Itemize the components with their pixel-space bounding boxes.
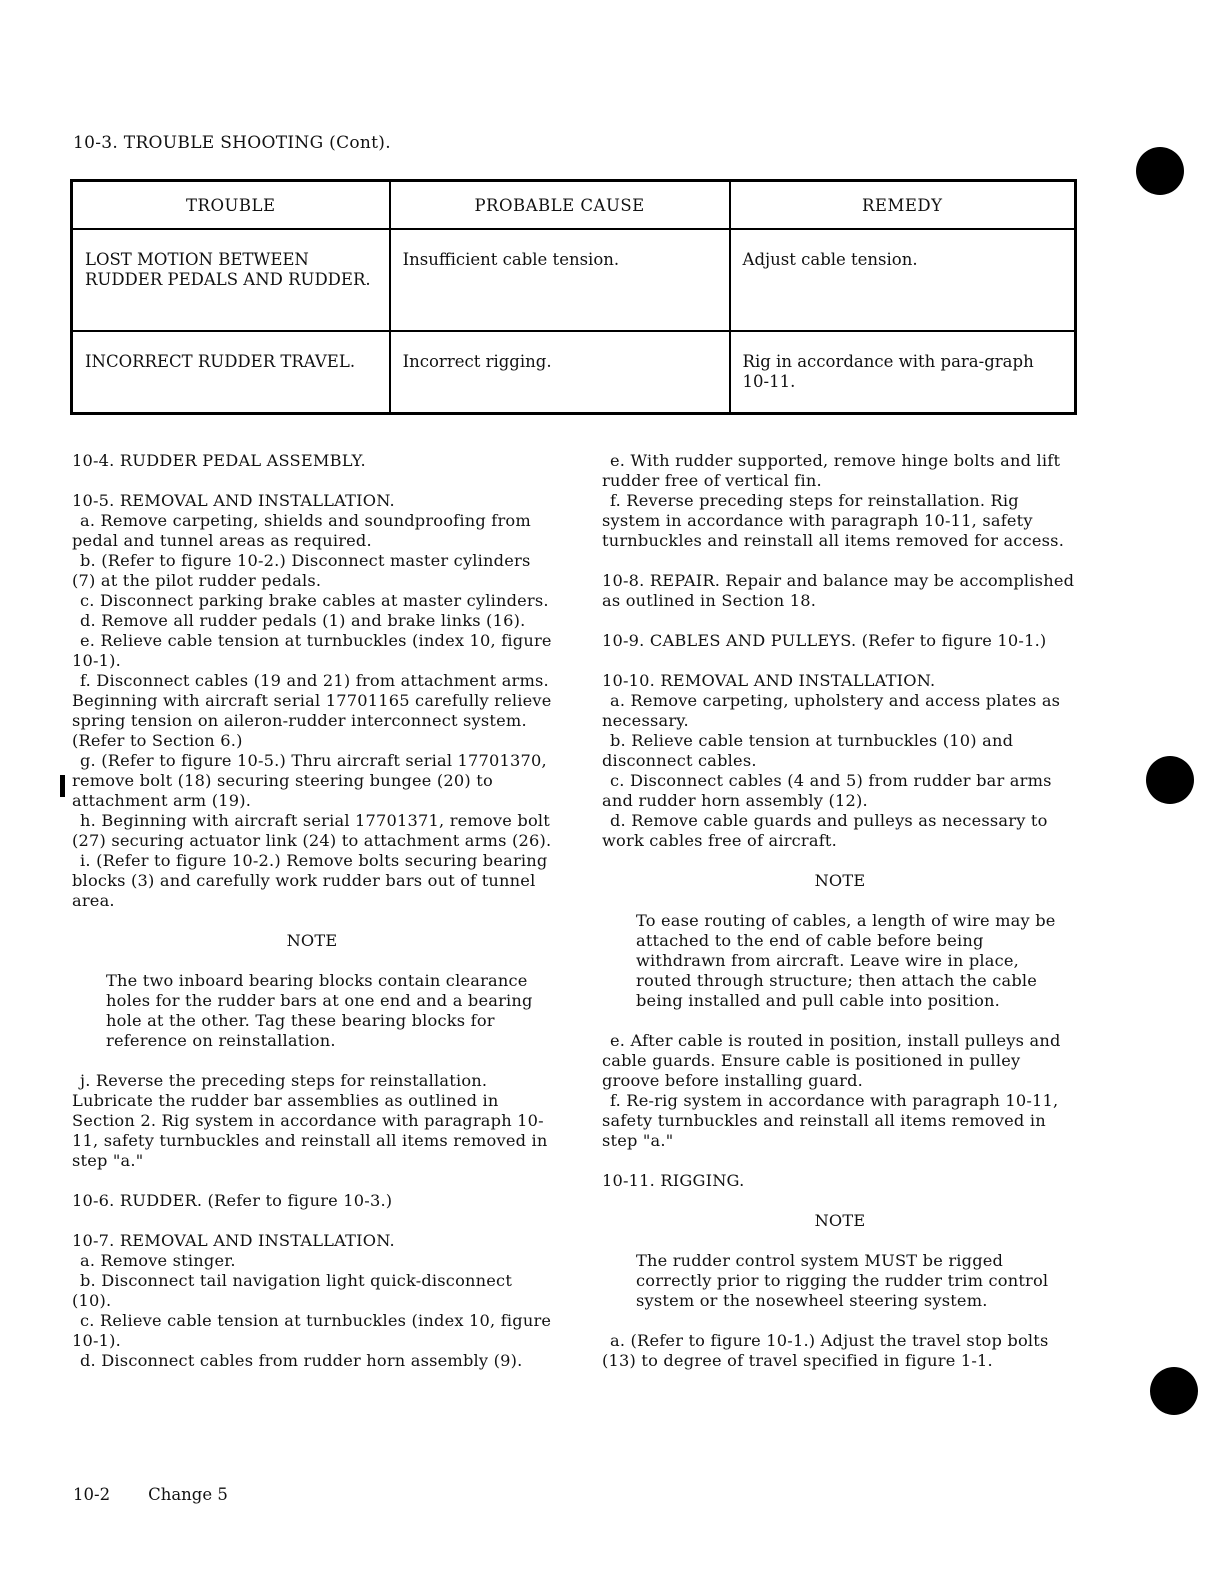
paragraph-heading: 10-8. REPAIR. Repair and balance may be accomplished as outlined in Section 18. (602, 571, 1075, 610)
paragraph-heading: 10-7. REMOVAL AND INSTALLATION. (72, 1231, 395, 1250)
procedure-step: g. (Refer to figure 10-5.) Thru aircraft serial 17701370, remove bolt (18) securing steering bungee (20) to attachment arm (19). (72, 751, 547, 810)
procedure-step: h. Beginning with aircraft serial 17701371, remove bolt (27) securing actuator link (24) to attachment arms (26). (72, 811, 552, 850)
section-header: 10-3. TROUBLE SHOOTING (Cont). (73, 133, 391, 153)
binder-hole-icon (1150, 1367, 1198, 1415)
paragraph-heading: 10-10. REMOVAL AND INSTALLATION. (602, 671, 936, 690)
procedure-step: e. Relieve cable tension at turnbuckles (index 10, figure 10-1). (72, 631, 552, 670)
table-row (72, 229, 1076, 331)
paragraph-heading: 10-6. RUDDER. (Refer to figure 10-3.) (72, 1191, 393, 1210)
left-column (72, 451, 552, 1371)
procedure-step: f. Disconnect cables (19 and 21) from attachment arms. Beginning with aircraft serial 17701165 carefully relieve spring tension on aileron-rudder interconnect system. (Refer to Section 6.) (72, 671, 552, 750)
table-cell: Incorrect rigging. (390, 331, 730, 414)
note-text: The two inboard bearing blocks contain clearance holes for the rudder bars at one end and a bearing hole at the other. Tag these bearing blocks for reference on reinstallation. (106, 971, 533, 1050)
procedure-step: b. Disconnect tail navigation light quick-disconnect (10). (72, 1271, 513, 1310)
procedure-step: c. Disconnect cables (4 and 5) from rudder bar arms and rudder horn assembly (12). (602, 771, 1052, 810)
column-header-cause: PROBABLE CAUSE (390, 181, 730, 230)
troubleshooting-table (70, 179, 1077, 415)
procedure-step: a. (Refer to figure 10-1.) Adjust the travel stop bolts (13) to degree of travel specified in figure 1-1. (602, 1331, 1049, 1370)
procedure-step: d. Remove cable guards and pulleys as necessary to work cables free of aircraft. (602, 811, 1048, 850)
binder-hole-icon (1146, 756, 1194, 804)
column-header-remedy: REMEDY (730, 181, 1076, 230)
procedure-step: e. After cable is routed in position, install pulleys and cable guards. Ensure cable is positioned in pulley groove before installing guard. (602, 1031, 1061, 1090)
procedure-step: f. Re-rig system in accordance with paragraph 10-11, safety turnbuckles and reinstall all items removed in step "a." (602, 1091, 1059, 1150)
procedure-step: e. With rudder supported, remove hinge bolts and lift rudder free of vertical fin. (602, 451, 1061, 490)
table-cell: Adjust cable tension. (730, 229, 1076, 331)
procedure-step: b. Relieve cable tension at turnbuckles (10) and disconnect cables. (602, 731, 1014, 770)
note-text: To ease routing of cables, a length of wire may be attached to the end of cable before being withdrawn from aircraft. Leave wire in place, routed through structure; then attach the cable being installed and pull cable into position. (636, 911, 1056, 1010)
procedure-step: j. Reverse the preceding steps for reinstallation. Lubricate the rudder bar assemblies as outlined in Section 2. Rig system in accordance with paragraph 10-11, safety turnbuckles and reinstall all items removed in step "a." (72, 1071, 548, 1170)
right-column (602, 451, 1078, 1371)
table-cell: Rig in accordance with para-graph 10-11. (730, 331, 1076, 414)
procedure-step: a. Remove carpeting, shields and soundproofing from pedal and tunnel areas as required. (72, 511, 531, 550)
table-cell: Insufficient cable tension. (390, 229, 730, 331)
note-text: The rudder control system MUST be rigged correctly prior to rigging the rudder trim control system or the nosewheel steering system. (636, 1251, 1049, 1310)
paragraph-heading: 10-4. RUDDER PEDAL ASSEMBLY. (72, 451, 366, 470)
table-cell: INCORRECT RUDDER TRAVEL. (72, 331, 390, 414)
note-title: NOTE (286, 931, 338, 950)
procedure-step: b. (Refer to figure 10-2.) Disconnect master cylinders (7) at the pilot rudder pedals. (72, 551, 531, 590)
paragraph-heading: 10-5. REMOVAL AND INSTALLATION. (72, 491, 395, 510)
page-number: 10-2 (73, 1485, 111, 1504)
procedure-step: a. Remove carpeting, upholstery and access plates as necessary. (602, 691, 1061, 730)
table-row (72, 331, 1076, 414)
procedure-step: i. (Refer to figure 10-2.) Remove bolts securing bearing blocks (3) and carefully work rudder bars out of tunnel area. (72, 851, 548, 910)
paragraph-heading: 10-11. RIGGING. (602, 1171, 745, 1190)
procedure-step: d. Remove all rudder pedals (1) and brake links (16). (80, 611, 526, 630)
note-title: NOTE (814, 1211, 866, 1230)
procedure-step: d. Disconnect cables from rudder horn assembly (9). (80, 1351, 523, 1370)
binder-hole-icon (1136, 147, 1184, 195)
procedure-step: c. Relieve cable tension at turnbuckles (index 10, figure 10-1). (72, 1311, 552, 1350)
paragraph-heading: 10-9. CABLES AND PULLEYS. (Refer to figure 10-1.) (602, 631, 1047, 650)
column-header-trouble: TROUBLE (72, 181, 390, 230)
procedure-step: a. Remove stinger. (80, 1251, 236, 1270)
procedure-step: f. Reverse preceding steps for reinstallation. Rig system in accordance with paragraph 10-11, safety turnbuckles and reinstall all items removed for access. (602, 491, 1065, 550)
page-footer (73, 1485, 228, 1504)
table-cell: LOST MOTION BETWEEN RUDDER PEDALS AND RUDDER. (72, 229, 390, 331)
table-header-row (72, 181, 1076, 230)
note-title: NOTE (814, 871, 866, 890)
revision-bar (60, 775, 65, 797)
procedure-step: c. Disconnect parking brake cables at master cylinders. (80, 591, 549, 610)
change-number: Change 5 (148, 1485, 228, 1504)
